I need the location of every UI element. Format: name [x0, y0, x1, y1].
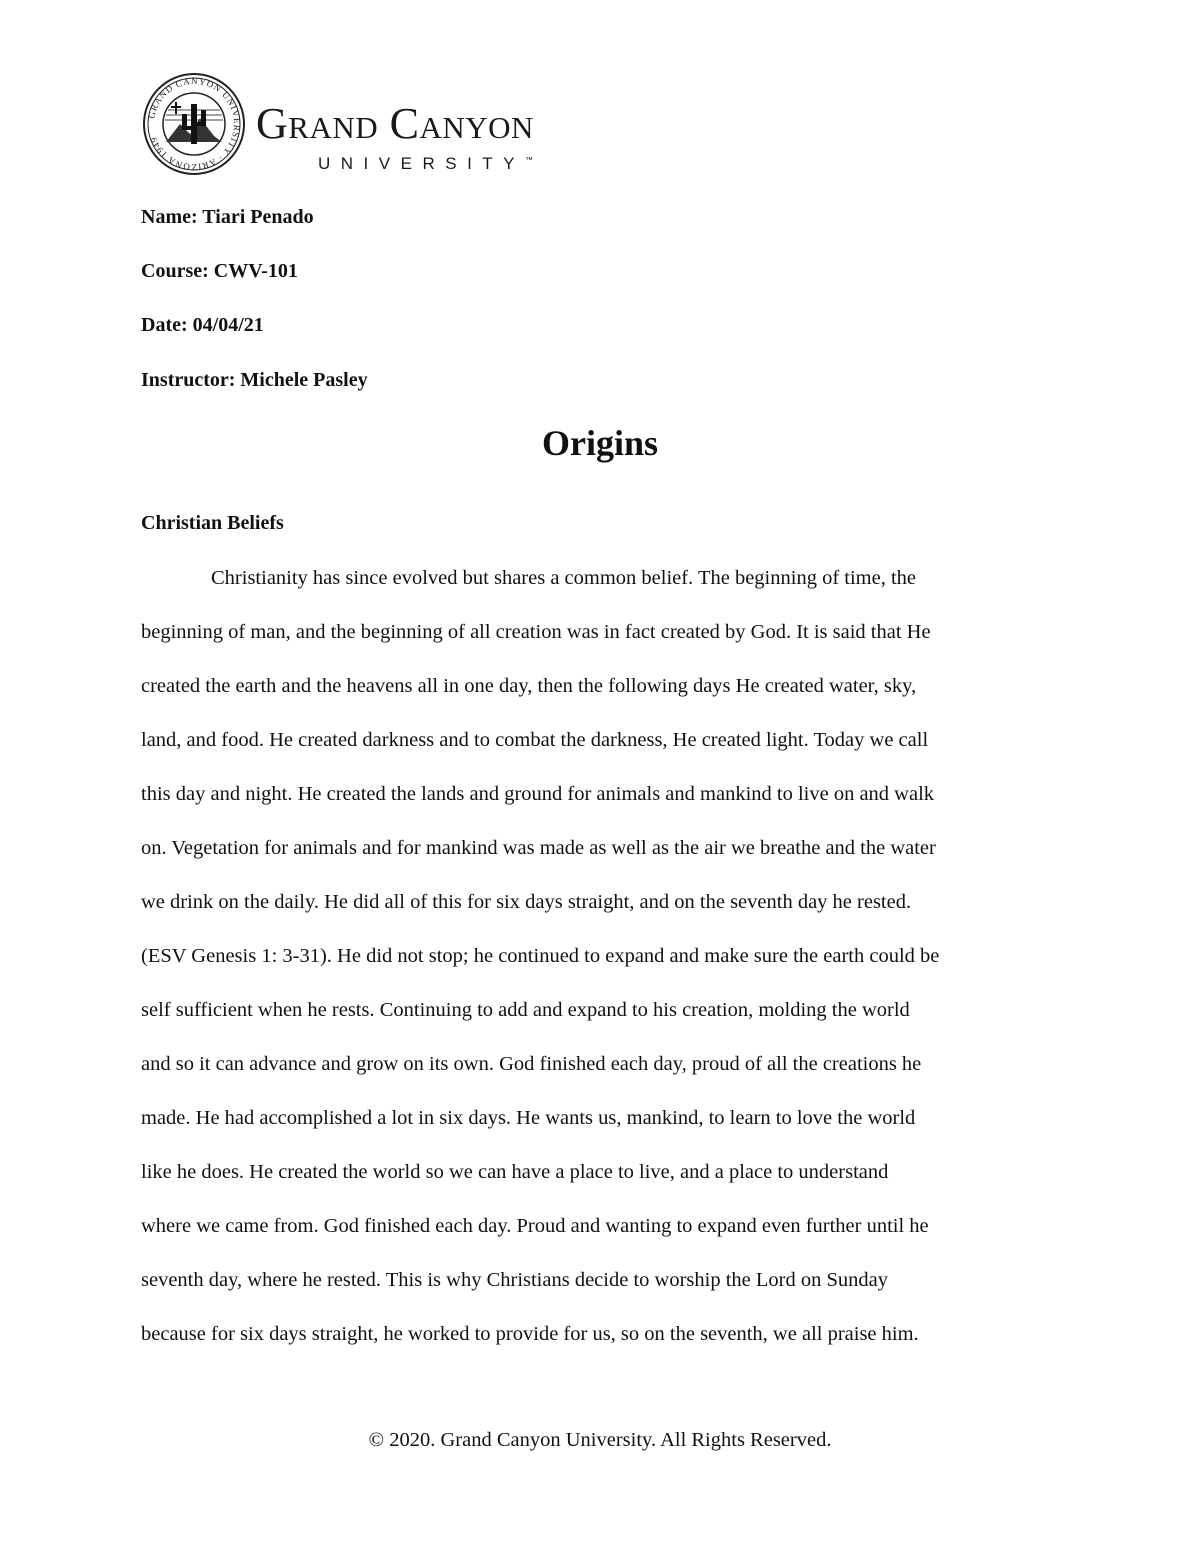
section-heading: Christian Beliefs — [141, 512, 284, 534]
paragraph-line: land, and food. He created darkness and to combat the darkness, He created light. Today we call — [141, 729, 929, 751]
paragraph-line: made. He had accomplished a lot in six days. He wants us, mankind, to learn to love the world — [141, 1107, 916, 1129]
instructor-name: Instructor: Michele Pasley — [141, 369, 368, 391]
paragraph-line: beginning of man, and the beginning of all creation was in fact created by God. It is said that He — [141, 621, 931, 643]
paragraph-line: this day and night. He created the lands and ground for animals and mankind to live on and walk — [141, 783, 935, 805]
submission-date: Date: 04/04/21 — [141, 314, 264, 336]
paragraph-line: because for six days straight, he worked to provide for us, so on the seventh, we all praise him. — [141, 1323, 919, 1345]
trademark-symbol: ™ — [525, 155, 534, 165]
paragraph-line: where we came from. God finished each day. Proud and wanting to expand even further until he — [141, 1215, 929, 1237]
course-code: Course: CWV-101 — [141, 260, 298, 282]
paragraph-line: like he does. He created the world so we can have a place to live, and a place to understand — [141, 1161, 889, 1183]
paragraph-line: we drink on the daily. He did all of this for six days straight, and on the seventh day he rested. — [141, 891, 912, 913]
wordmark-main: Grand Canyon — [256, 99, 534, 148]
university-logo — [140, 72, 620, 176]
body-paragraph — [141, 562, 1071, 1372]
paragraph-line: created the earth and the heavens all in one day, then the following days He created water, sky, — [141, 675, 917, 697]
paragraph-line: Christianity has since evolved but shares a common belief. The beginning of time, the — [211, 567, 916, 589]
university-seal-icon — [140, 72, 248, 176]
paragraph-line: self sufficient when he rests. Continuing to add and expand to his creation, molding the world — [141, 999, 910, 1021]
wordmark-sub — [318, 154, 534, 174]
wordmark — [256, 99, 534, 174]
wordmark-sub-text: UNIVERSITY — [318, 154, 526, 173]
student-name: Name: Tiari Penado — [141, 206, 314, 228]
paragraph-line: and so it can advance and grow on its own. God finished each day, proud of all the creations he — [141, 1053, 922, 1075]
document-title: Origins — [541, 423, 658, 463]
paragraph-line: on. Vegetation for animals and for mankind was made as well as the air we breathe and the water — [141, 837, 936, 859]
seal-text: GRAND CANYON UNIVERSITY · ARIZONA 1949 — [146, 75, 243, 173]
copyright-footer: © 2020. Grand Canyon University. All Rights Reserved. — [368, 1429, 832, 1451]
paragraph-line: seventh day, where he rested. This is why Christians decide to worship the Lord on Sunday — [141, 1269, 888, 1291]
paragraph-line: (ESV Genesis 1: 3-31). He did not stop; he continued to expand and make sure the earth could be — [141, 945, 940, 967]
